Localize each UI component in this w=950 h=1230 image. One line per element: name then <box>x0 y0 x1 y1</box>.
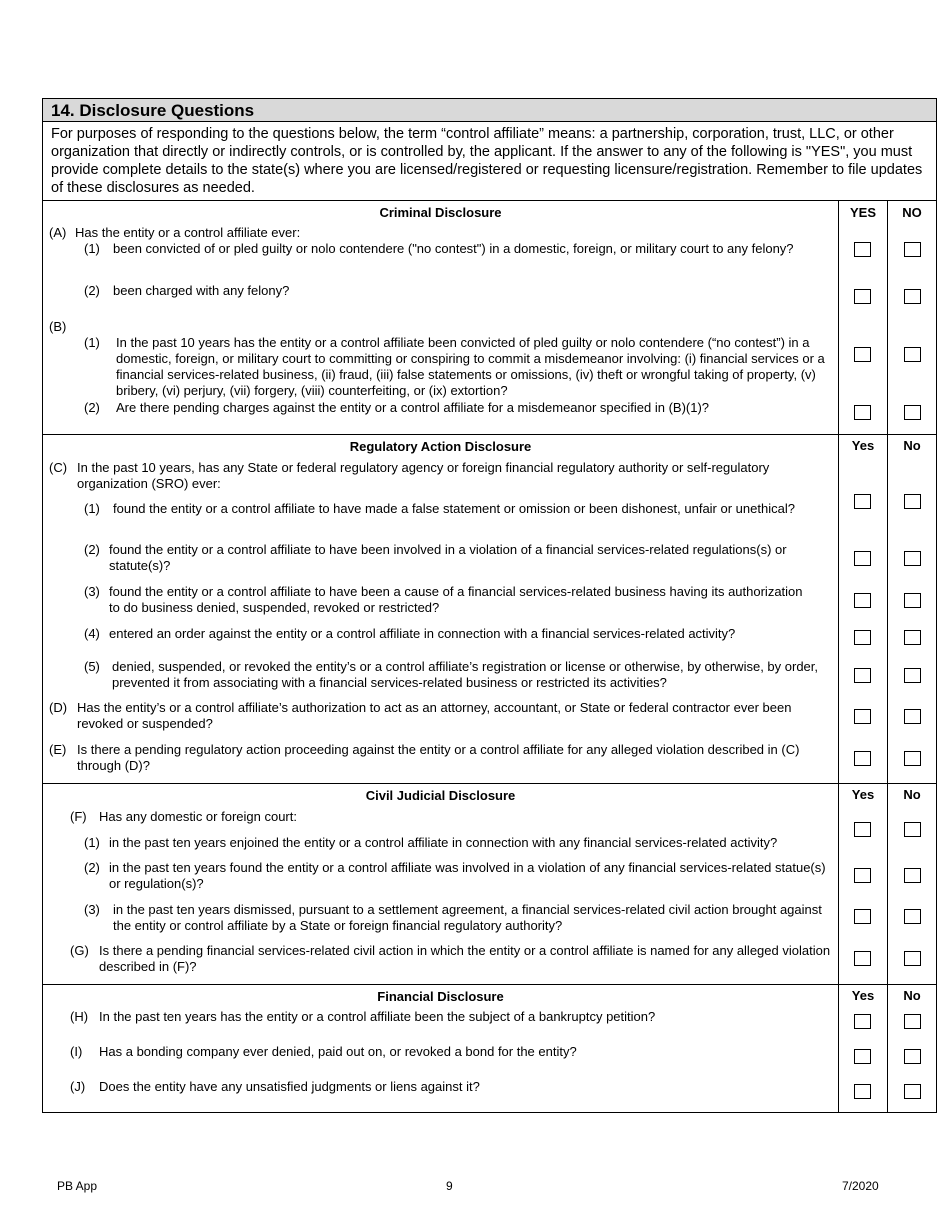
question-text: in the past ten years dismissed, pursuant to a settlement agreement, a financial services-related civil action brought against the entity or control affiliate by a State or foreign financial regulatory authority? <box>113 902 822 933</box>
no-column-header: No <box>903 988 921 1003</box>
regulatory-disclosure-title: Regulatory Action Disclosure <box>349 439 532 454</box>
no-checkbox[interactable] <box>904 951 921 966</box>
question-number: (2) <box>84 400 100 415</box>
question-text: In the past ten years has the entity or a control affiliate been the subject of a bankruptcy petition? <box>99 1009 656 1024</box>
no-column-header: NO <box>902 205 922 220</box>
question-text: Does the entity have any unsatisfied judgments or liens against it? <box>99 1079 480 1094</box>
question-number: (3) <box>84 584 100 599</box>
yes-checkbox[interactable] <box>854 289 871 304</box>
question-text: Is there a pending regulatory action proceeding against the entity or a control affiliate for any alleged violation described in (C) through (D)? <box>77 742 800 773</box>
yes-checkbox[interactable] <box>854 242 871 257</box>
criminal-disclosure-title: Criminal Disclosure <box>379 205 502 220</box>
question-text: been charged with any felony? <box>113 283 290 298</box>
section-header <box>43 99 936 122</box>
no-checkbox[interactable] <box>904 1014 921 1029</box>
no-checkbox[interactable] <box>904 630 921 645</box>
question-number: (1) <box>84 335 100 350</box>
yes-checkbox[interactable] <box>854 668 871 683</box>
yes-column-header: YES <box>849 205 876 220</box>
question-number: (3) <box>84 902 100 917</box>
no-checkbox[interactable] <box>904 1084 921 1099</box>
question-text: found the entity or a control affiliate to have been involved in a violation of a financial services-related regulations(s) or statute(s)? <box>109 542 787 573</box>
question-marker: (I) <box>70 1044 83 1059</box>
yes-checkbox[interactable] <box>854 951 871 966</box>
question-number: (1) <box>84 241 100 256</box>
disclosure-form <box>42 98 937 1113</box>
question-number: (4) <box>84 626 100 641</box>
question-marker: (C) <box>49 460 68 475</box>
yes-checkbox[interactable] <box>854 593 871 608</box>
question-text: Has any domestic or foreign court: <box>99 809 297 824</box>
yes-checkbox[interactable] <box>854 494 871 509</box>
question-text: found the entity or a control affiliate to have made a false statement or omission or been dishonest, unfair or unethical? <box>113 501 795 516</box>
no-checkbox[interactable] <box>904 822 921 837</box>
question-marker: (D) <box>49 700 68 715</box>
yes-checkbox[interactable] <box>854 551 871 566</box>
no-checkbox[interactable] <box>904 709 921 724</box>
question-text: Has the entity or a control affiliate ever: <box>75 225 301 240</box>
divider <box>43 200 936 201</box>
yes-checkbox[interactable] <box>854 405 871 420</box>
no-checkbox[interactable] <box>904 593 921 608</box>
yes-column-header: Yes <box>851 438 875 453</box>
no-checkbox[interactable] <box>904 289 921 304</box>
question-text: in the past ten years found the entity or a control affiliate was involved in a violation of any financial services-related statue(s) or regulation(s)? <box>109 860 826 891</box>
yes-checkbox[interactable] <box>854 1049 871 1064</box>
question-text: denied, suspended, or revoked the entity’s or a control affiliate’s registration or license or otherwise, by otherwise, by order, prevented it from associating with a financial services-related business or restricted its activities? <box>112 659 818 690</box>
financial-disclosure-title: Financial Disclosure <box>377 989 504 1004</box>
yes-checkbox[interactable] <box>854 709 871 724</box>
no-checkbox[interactable] <box>904 751 921 766</box>
question-marker: (A) <box>49 225 67 240</box>
question-marker: (B) <box>49 319 67 334</box>
divider <box>43 434 936 435</box>
question-text: entered an order against the entity or a control affiliate in connection with a financial services-related activity? <box>109 626 736 641</box>
no-checkbox[interactable] <box>904 668 921 683</box>
no-checkbox[interactable] <box>904 242 921 257</box>
question-marker: (J) <box>70 1079 86 1094</box>
no-checkbox[interactable] <box>904 909 921 924</box>
yes-checkbox[interactable] <box>854 868 871 883</box>
no-checkbox[interactable] <box>904 347 921 362</box>
no-checkbox[interactable] <box>904 405 921 420</box>
divider <box>43 984 936 985</box>
question-marker: (E) <box>49 742 67 757</box>
no-checkbox[interactable] <box>904 551 921 566</box>
yes-checkbox[interactable] <box>854 909 871 924</box>
yes-checkbox[interactable] <box>854 347 871 362</box>
question-marker: (G) <box>70 943 89 958</box>
question-marker: (H) <box>70 1009 89 1024</box>
divider <box>43 783 936 784</box>
footer-form-name: PB App <box>57 1179 98 1193</box>
question-text: In the past 10 years, has any State or federal regulatory agency or foreign financial regulatory authority or self-regulatory organization (SRO) ever: <box>77 460 770 491</box>
question-text: Is there a pending financial services-related civil action in which the entity or a control affiliate is named for any alleged violation described in (F)? <box>99 943 831 974</box>
question-number: (5) <box>84 659 100 674</box>
question-text: been convicted of or pled guilty or nolo contendere ("no contest") in a domestic, foreign, or military court to any felony? <box>113 241 794 256</box>
section-title: 14. Disclosure Questions <box>51 101 255 120</box>
no-column-header: No <box>903 787 921 802</box>
yes-column-header: Yes <box>851 988 875 1003</box>
no-checkbox[interactable] <box>904 868 921 883</box>
question-text: Are there pending charges against the entity or a control affiliate for a misdemeanor specified in (B)(1)? <box>116 400 710 415</box>
no-column-header: No <box>903 438 921 453</box>
yes-column-header: Yes <box>851 787 875 802</box>
civil-disclosure-title: Civil Judicial Disclosure <box>365 788 516 803</box>
yes-checkbox[interactable] <box>854 822 871 837</box>
yes-checkbox[interactable] <box>854 1014 871 1029</box>
question-number: (2) <box>84 860 100 875</box>
no-checkbox[interactable] <box>904 1049 921 1064</box>
no-checkbox[interactable] <box>904 494 921 509</box>
question-number: (1) <box>84 835 100 850</box>
yes-checkbox[interactable] <box>854 1084 871 1099</box>
question-text: found the entity or a control affiliate to have been a cause of a financial services-related business having its authorization to do business denied, suspended, revoked or restricted? <box>109 584 803 615</box>
question-text: Has a bonding company ever denied, paid out on, or revoked a bond for the entity? <box>99 1044 577 1059</box>
question-text: Has the entity’s or a control affiliate’s authorization to act as an attorney, accountant, or State or federal contractor ever been revoked or suspended? <box>77 700 792 731</box>
section-intro: For purposes of responding to the questions below, the term “control affiliate” means: a partnership, corporation, trust, LLC, or other organization that directly or indirectly controls, or is controlled by, the applicant. If the answer to any of the following is "YES", you must provide complete details to the state(s) where you are licensed/registered or requesting licensure/registration. Remember to file updates of these disclosures as needed. <box>51 126 923 196</box>
question-number: (1) <box>84 501 100 516</box>
footer-page-number: 9 <box>446 1179 453 1193</box>
column-divider <box>887 200 888 1112</box>
yes-checkbox[interactable] <box>854 751 871 766</box>
question-number: (2) <box>84 542 100 557</box>
question-number: (2) <box>84 283 100 298</box>
question-marker: (F) <box>70 809 87 824</box>
footer-date: 7/2020 <box>842 1179 879 1193</box>
yes-checkbox[interactable] <box>854 630 871 645</box>
question-text: in the past ten years enjoined the entity or a control affiliate in connection with any financial services-related activity? <box>109 835 778 850</box>
question-text: In the past 10 years has the entity or a control affiliate been convicted of pled guilty or nolo contendere (“no contest”) in a domestic, foreign, or military court to committing or conspiring to commit a misdemeanor involving: (i) financial services or a financial services-related business, (ii) fraud, (iii) false statements or omissions, (iv) theft or wrongful taking of property, (v) bribery, (vi) perjury, (vii) forgery, (viii) counterfeiting, or (ix) extortion? <box>116 335 825 398</box>
